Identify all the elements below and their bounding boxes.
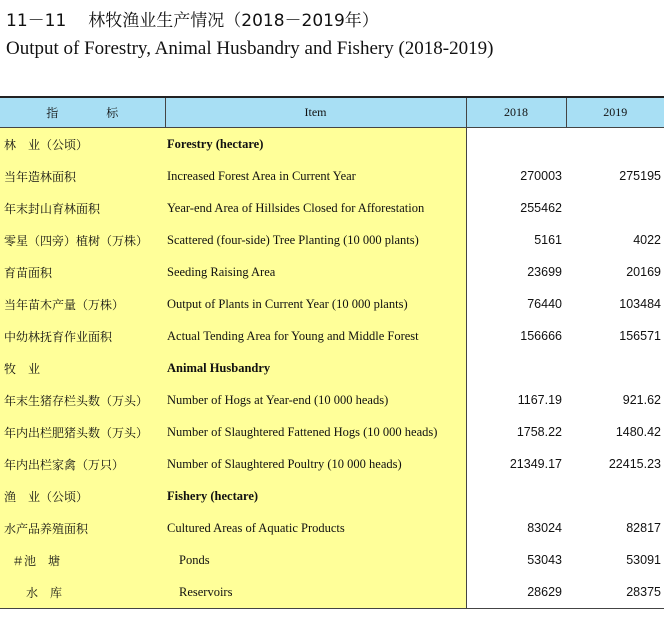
value-2018-cell: 1758.22	[466, 416, 566, 448]
table-row	[0, 256, 664, 288]
indicator-cn-cell: ＃池 塘	[0, 544, 165, 576]
item-en-cell: Reservoirs	[165, 576, 466, 609]
value-2018-cell: 270003	[466, 160, 566, 192]
value-2018-cell: 1167.19	[466, 384, 566, 416]
item-en-cell: Scattered (four-side) Tree Planting (10 000 plants)	[165, 224, 466, 256]
table-row	[0, 416, 664, 448]
column-header-2019: 2019	[566, 97, 664, 128]
section-row	[0, 352, 664, 384]
value-2019-cell: 275195	[619, 169, 661, 183]
value-2018-cell: 53043	[466, 544, 566, 576]
value-2018-cell: 28629	[466, 576, 566, 609]
table-body	[0, 128, 664, 609]
item-en-cell: Animal Husbandry	[165, 352, 466, 384]
value-2018-cell: 76440	[466, 288, 566, 320]
value-2019-cell: 82817	[626, 521, 661, 535]
item-en-cell: Increased Forest Area in Current Year	[165, 160, 466, 192]
value-2018-cell: 21349.17	[466, 448, 566, 480]
value-2019-cell: 921.62	[622, 393, 661, 407]
value-2018-cell	[466, 352, 566, 384]
value-2019-cell: 20169	[626, 265, 661, 279]
value-2019-cell	[566, 480, 664, 512]
indicator-cn-cell: 育苗面积	[0, 256, 165, 288]
table-row	[0, 320, 664, 352]
value-2018-cell: 5161	[466, 224, 566, 256]
value-2018-cell: 255462	[466, 192, 566, 224]
indicator-cn-cell: 年末封山育林面积	[0, 192, 165, 224]
table-row	[0, 160, 664, 192]
statistics-table	[0, 96, 664, 609]
value-2019-cell: 53091	[626, 553, 661, 567]
section-row	[0, 128, 664, 161]
column-header-item: Item	[165, 97, 466, 128]
column-header-indicator: 指 标	[0, 97, 165, 128]
indicator-cn-cell: 年内出栏肥猪头数（万头）	[0, 416, 165, 448]
item-en-cell: Actual Tending Area for Young and Middle Forest	[165, 320, 466, 352]
value-2019-cell: 22415.23	[608, 457, 661, 471]
table-row	[0, 192, 664, 224]
table-row	[0, 544, 664, 576]
indicator-cn-cell: 林 业（公顷）	[0, 128, 165, 161]
table-row	[0, 384, 664, 416]
value-2018-cell: 23699	[466, 256, 566, 288]
indicator-cn-cell: 水 库	[0, 576, 165, 609]
indicator-cn-cell: 年末生猪存栏头数（万头）	[0, 384, 165, 416]
item-en-cell: Output of Plants in Current Year (10 000 plants)	[165, 288, 466, 320]
value-2018-cell: 156666	[466, 320, 566, 352]
indicator-cn-cell: 牧 业	[0, 352, 165, 384]
item-en-cell: Number of Hogs at Year-end (10 000 heads)	[165, 384, 466, 416]
indicator-cn-cell: 当年造林面积	[0, 160, 165, 192]
item-en-cell: Number of Slaughtered Fattened Hogs (10 000 heads)	[165, 416, 466, 448]
item-en-cell: Fishery (hectare)	[165, 480, 466, 512]
indicator-cn-cell: 中幼林抚育作业面积	[0, 320, 165, 352]
value-2018-cell: 83024	[466, 512, 566, 544]
table-row	[0, 224, 664, 256]
table-row	[0, 448, 664, 480]
indicator-cn-cell: 年内出栏家禽（万只）	[0, 448, 165, 480]
indicator-cn-cell: 水产品养殖面积	[0, 512, 165, 544]
indicator-cn-cell: 当年苗木产量（万株）	[0, 288, 165, 320]
indicator-cn-cell: 零星（四旁）植树（万株）	[0, 224, 165, 256]
value-2019-cell: 1480.42	[615, 425, 661, 439]
value-2019-cell	[566, 128, 664, 161]
value-2019-cell	[566, 192, 664, 224]
table-title-english: Output of Forestry, Animal Husbandry and Fishery (2018-2019)	[6, 38, 494, 59]
table-header-row	[0, 97, 664, 128]
table-title-chinese	[6, 6, 379, 31]
value-2019-cell: 28375	[566, 576, 664, 609]
table-row	[0, 576, 664, 609]
value-2019-cell: 103484	[619, 297, 661, 311]
value-2018-cell	[466, 128, 566, 161]
table-row	[0, 512, 664, 544]
table-title-cn-text: 林牧渔业生产情况（2018－2019年）	[88, 11, 379, 31]
item-en-cell: Seeding Raising Area	[165, 256, 466, 288]
value-2019-cell	[566, 352, 664, 384]
item-en-cell: Ponds	[165, 544, 466, 576]
item-en-cell: Year-end Area of Hillsides Closed for Afforestation	[165, 192, 466, 224]
value-2019-cell: 4022	[633, 233, 661, 247]
item-en-cell: Cultured Areas of Aquatic Products	[165, 512, 466, 544]
table-number: 11－11	[6, 11, 67, 31]
item-en-cell: Forestry (hectare)	[165, 128, 466, 161]
item-en-cell: Number of Slaughtered Poultry (10 000 heads)	[165, 448, 466, 480]
value-2019-cell: 156571	[619, 329, 661, 343]
column-header-2018: 2018	[466, 97, 566, 128]
value-2018-cell	[466, 480, 566, 512]
table-row	[0, 288, 664, 320]
section-row	[0, 480, 664, 512]
indicator-cn-cell: 渔 业（公顷）	[0, 480, 165, 512]
